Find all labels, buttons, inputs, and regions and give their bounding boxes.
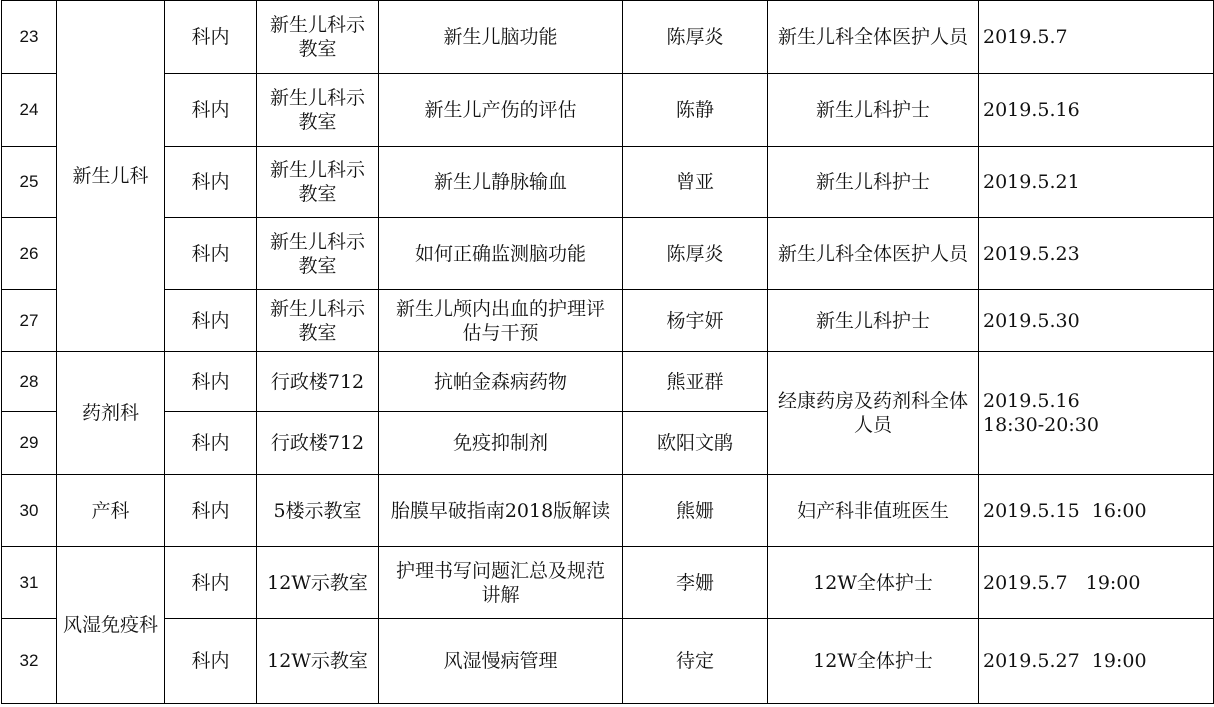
row-number: 29 [2,412,57,475]
department-cell: 药剂科 [57,352,165,475]
table-row [2,619,1214,704]
table-row [2,290,1214,352]
row-number: 23 [2,1,57,74]
table-row [2,547,1214,619]
date-cell: 2019.5.15 16:00 [979,475,1214,547]
type-cell: 科内 [165,218,257,290]
speaker-cell: 陈静 [623,74,768,147]
audience-cell: 经康药房及药剂科全体 人员 [768,352,979,475]
date-cell: 2019.5.23 [979,218,1214,290]
audience-cell: 新生儿科护士 [768,74,979,147]
topic-cell: 免疫抑制剂 [379,412,623,475]
topic-cell: 新生儿颅内出血的护理评 估与干预 [379,290,623,352]
type-cell: 科内 [165,475,257,547]
department-cell: 产科 [57,475,165,547]
row-number: 24 [2,74,57,147]
row-number: 25 [2,147,57,218]
topic-cell: 新生儿产伤的评估 [379,74,623,147]
department-cell: 风湿免疫科 [57,547,165,704]
location-cell: 新生儿科示 教室 [257,74,379,147]
table-row [2,218,1214,290]
date-cell: 2019.5.7 19:00 [979,547,1214,619]
type-cell: 科内 [165,74,257,147]
department-cell: 新生儿科 [57,1,165,352]
audience-cell: 新生儿科护士 [768,147,979,218]
speaker-cell: 欧阳文鹃 [623,412,768,475]
table-row [2,147,1214,218]
location-cell: 新生儿科示 教室 [257,147,379,218]
date-cell: 2019.5.27 19:00 [979,619,1214,704]
topic-cell: 护理书写问题汇总及规范 讲解 [379,547,623,619]
topic-cell: 新生儿静脉输血 [379,147,623,218]
type-cell: 科内 [165,412,257,475]
audience-cell: 新生儿科全体医护人员 [768,1,979,74]
location-cell: 新生儿科示 教室 [257,290,379,352]
date-cell: 2019.5.21 [979,147,1214,218]
table-row [2,1,1214,74]
topic-cell: 如何正确监测脑功能 [379,218,623,290]
location-cell: 行政楼712 [257,412,379,475]
type-cell: 科内 [165,1,257,74]
row-number: 27 [2,290,57,352]
table-row [2,352,1214,412]
speaker-cell: 曾亚 [623,147,768,218]
location-cell: 12W示教室 [257,619,379,704]
speaker-cell: 李姗 [623,547,768,619]
location-cell: 12W示教室 [257,547,379,619]
speaker-cell: 陈厚炎 [623,1,768,74]
audience-cell: 妇产科非值班医生 [768,475,979,547]
topic-cell: 新生儿脑功能 [379,1,623,74]
location-cell: 5楼示教室 [257,475,379,547]
location-cell: 新生儿科示 教室 [257,218,379,290]
date-cell: 2019.5.30 [979,290,1214,352]
location-cell: 行政楼712 [257,352,379,412]
row-number: 32 [2,619,57,704]
speaker-cell: 待定 [623,619,768,704]
speaker-cell: 陈厚炎 [623,218,768,290]
type-cell: 科内 [165,547,257,619]
topic-cell: 胎膜早破指南2018版解读 [379,475,623,547]
date-cell: 2019.5.7 [979,1,1214,74]
speaker-cell: 熊姗 [623,475,768,547]
training-schedule-table [1,0,1214,704]
topic-cell: 风湿慢病管理 [379,619,623,704]
date-cell: 2019.5.16 [979,74,1214,147]
row-number: 30 [2,475,57,547]
audience-cell: 新生儿科全体医护人员 [768,218,979,290]
type-cell: 科内 [165,352,257,412]
audience-cell: 12W全体护士 [768,619,979,704]
speaker-cell: 杨宇妍 [623,290,768,352]
type-cell: 科内 [165,147,257,218]
row-number: 28 [2,352,57,412]
table-row [2,475,1214,547]
row-number: 31 [2,547,57,619]
audience-cell: 新生儿科护士 [768,290,979,352]
speaker-cell: 熊亚群 [623,352,768,412]
date-cell: 2019.5.16 18:30-20:30 [979,352,1214,475]
location-cell: 新生儿科示 教室 [257,1,379,74]
type-cell: 科内 [165,290,257,352]
topic-cell: 抗帕金森病药物 [379,352,623,412]
type-cell: 科内 [165,619,257,704]
audience-cell: 12W全体护士 [768,547,979,619]
table-row [2,74,1214,147]
row-number: 26 [2,218,57,290]
